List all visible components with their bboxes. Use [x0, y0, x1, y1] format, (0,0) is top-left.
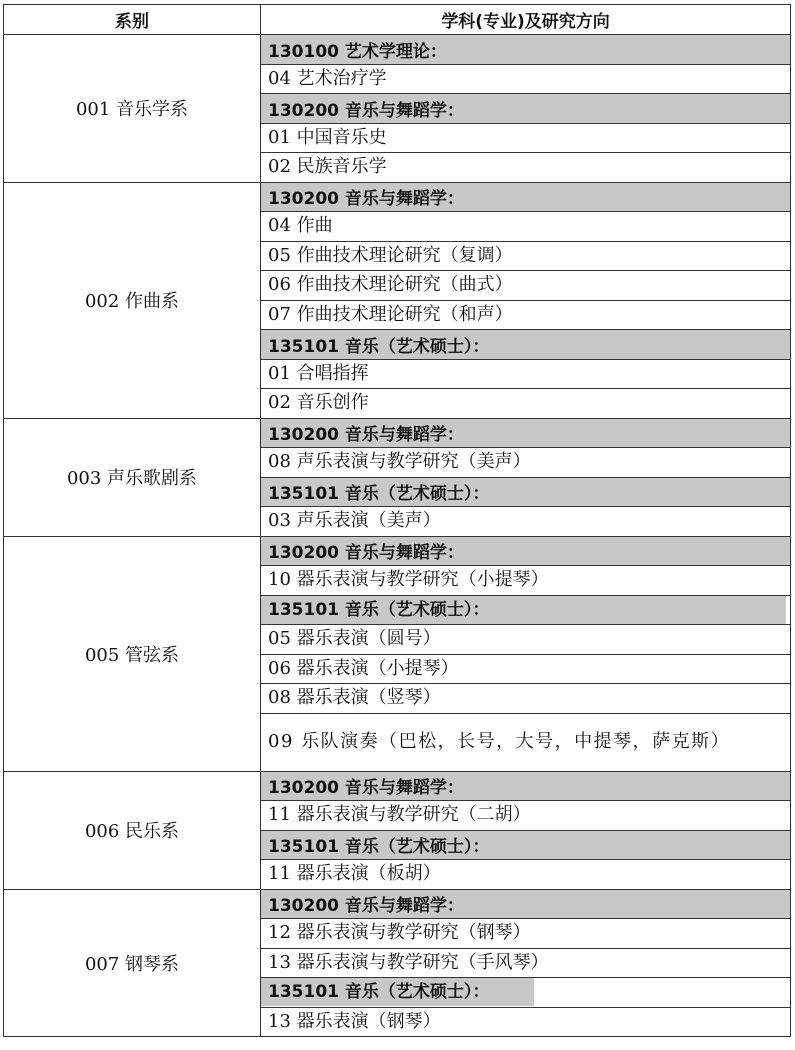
- research-direction: 06 作曲技术理论研究（曲式）: [261, 271, 791, 301]
- research-direction: 04 艺术治疗学: [261, 64, 791, 94]
- discipline-heading: 135101 音乐（艺术硕士）：: [261, 830, 791, 860]
- discipline-heading: 130200 音乐与舞蹈学：: [261, 182, 791, 212]
- research-direction: 03 声乐表演（美声）: [261, 507, 791, 537]
- table-row: [4, 182, 791, 212]
- discipline-heading: 130200 音乐与舞蹈学：: [261, 536, 791, 566]
- discipline-heading: 135101 音乐（艺术硕士）：: [261, 477, 791, 507]
- discipline-heading: 130200 音乐与舞蹈学：: [261, 771, 791, 801]
- research-direction: 05 作曲技术理论研究（复调）: [261, 241, 791, 271]
- research-direction: 13 器乐表演（钢琴）: [261, 1007, 791, 1037]
- research-direction: 01 合唱指挥: [261, 359, 791, 389]
- header-department: 系别: [4, 5, 261, 35]
- research-direction: 06 器乐表演（小提琴）: [261, 654, 791, 684]
- department-name: 007 钢琴系: [4, 889, 261, 1037]
- department-name: 002 作曲系: [4, 182, 261, 418]
- discipline-heading: 130200 音乐与舞蹈学：: [261, 889, 791, 919]
- research-direction: 11 器乐表演（板胡）: [261, 860, 791, 890]
- department-name: 003 声乐歌剧系: [4, 418, 261, 536]
- research-direction: 08 声乐表演与教学研究（美声）: [261, 448, 791, 478]
- research-direction: 12 器乐表演与教学研究（钢琴）: [261, 919, 791, 949]
- research-direction: 09 乐队演奏（巴松，长号，大号，中提琴，萨克斯）: [261, 713, 791, 771]
- research-direction: 13 器乐表演与教学研究（手风琴）: [261, 948, 791, 978]
- department-name: 006 民乐系: [4, 771, 261, 889]
- table-row: [4, 35, 791, 65]
- table-row: [4, 536, 791, 566]
- research-direction: 01 中国音乐史: [261, 123, 791, 153]
- discipline-heading: [261, 978, 791, 1008]
- department-name: 005 管弦系: [4, 536, 261, 771]
- discipline-heading: 135101 音乐（艺术硕士）：: [261, 330, 791, 360]
- research-direction: 04 作曲: [261, 212, 791, 242]
- research-direction: 02 音乐创作: [261, 389, 791, 419]
- table-row: [4, 889, 791, 919]
- discipline-heading-label: 135101 音乐（艺术硕士）：: [261, 978, 534, 1006]
- table-row: [4, 771, 791, 801]
- research-direction: 11 器乐表演与教学研究（二胡）: [261, 801, 791, 831]
- header-major: 学科(专业)及研究方向: [261, 5, 791, 35]
- discipline-heading: 130200 音乐与舞蹈学：: [261, 94, 791, 124]
- research-direction: 07 作曲技术理论研究（和声）: [261, 300, 791, 330]
- research-direction: 10 器乐表演与教学研究（小提琴）: [261, 566, 791, 596]
- research-direction: 02 民族音乐学: [261, 153, 791, 183]
- discipline-heading: 130200 音乐与舞蹈学：: [261, 418, 791, 448]
- research-direction: 05 器乐表演（圆号）: [261, 625, 791, 655]
- discipline-heading: 130100 艺术学理论：: [261, 35, 791, 65]
- program-table: [3, 4, 791, 1037]
- discipline-heading: [261, 595, 791, 625]
- research-direction: 08 器乐表演（竖琴）: [261, 684, 791, 714]
- table-row: [4, 418, 791, 448]
- discipline-heading-label: 135101 音乐（艺术硕士）：: [261, 596, 786, 624]
- header-row: [4, 5, 791, 35]
- department-name: 001 音乐学系: [4, 35, 261, 183]
